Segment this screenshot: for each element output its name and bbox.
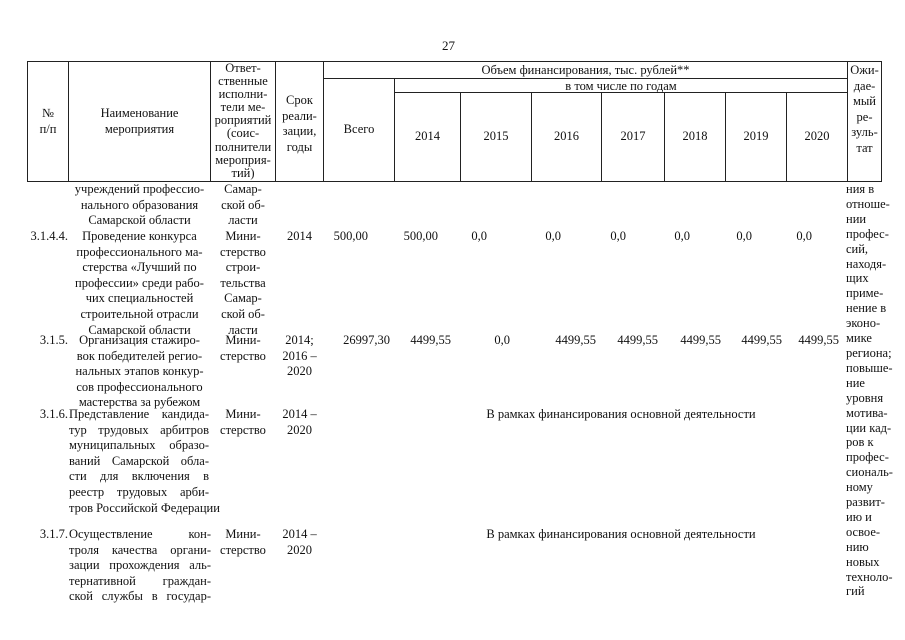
row-number: 3.1.7. — [39, 527, 68, 541]
expected-result-text: ния в отноше- нии профес- сий, находя- щих приме- нение в эконо- мике региона; повыше- ние уровня мотива- ции кад- ров к профес- сиональ- ному развит- ию и освое- нию новых техноло- гий — [846, 182, 893, 599]
header-year: 2018 — [682, 129, 708, 143]
row-name: Осуществление кон- троля качества органи- зации прохождения аль- тернативной граждан- ской службы в государ- — [69, 527, 211, 604]
cont-name: учреждений профессио- нального образования Самарской области — [74, 182, 205, 228]
row-year-value: 4499,55 — [741, 333, 782, 347]
header-year: 2015 — [483, 129, 509, 143]
header-total: Всего — [343, 122, 375, 136]
row-term: 2014 – 2020 — [282, 407, 317, 437]
row-total: 26997,30 — [343, 333, 390, 347]
header-year: 2016 — [554, 129, 579, 143]
row-year-value: 0,0 — [736, 229, 752, 243]
row-responsible: Мини- стерство — [220, 407, 266, 437]
row-number: 3.1.6. — [39, 407, 68, 421]
row-year-value: 4499,55 — [617, 333, 658, 347]
row-number: 3.1.4.4. — [30, 229, 68, 243]
row-name: Представление кандида- тур трудовых арбитров муниципальных образо- ваний Самарской обла- сти для включения в реестр трудовых арби- тров Российской Федерации — [69, 407, 220, 515]
header-term: Срок реали- зации, годы — [282, 93, 317, 154]
row-year-value: 0,0 — [545, 229, 561, 243]
page-number: 27 — [442, 38, 455, 53]
row-responsible: Мини- стерство строи- тельства Самар- ской об- ласти — [220, 229, 266, 337]
row-year-value: 0,0 — [674, 229, 690, 243]
header-result: Ожи- дае- мый ре- зуль- тат — [850, 63, 879, 155]
header-year: 2020 — [804, 129, 830, 143]
row-name: Проведение конкурса профессионального ма- стерства «Лучший по профессии» среди рабо- чих специальностей строительной отрасли Самарской области — [75, 229, 204, 337]
row-term: 2014; 2016 – 2020 — [282, 333, 317, 379]
header-year: 2019 — [743, 129, 769, 143]
header-financing: Объем финансирования, тыс. рублей** — [481, 63, 690, 77]
row-number: 3.1.5. — [39, 333, 68, 347]
row-year-value: 0,0 — [471, 229, 487, 243]
row-total: 500,00 — [333, 229, 368, 243]
row-year-value: 4499,55 — [555, 333, 596, 347]
row-name: Организация стажиро- вок победителей регио- нальных этапов конкур- сов профессионального мастерства за рубежом — [75, 333, 204, 410]
row-financing-note: В рамках финансирования основной деятельности — [486, 407, 756, 421]
cont-responsible: Самар- ской об- ласти — [221, 182, 265, 228]
header-num: № п/п — [39, 106, 57, 136]
header-year: 2014 — [415, 129, 440, 143]
row-year-value: 0,0 — [494, 333, 510, 347]
header-name: Наименование мероприятия — [100, 106, 179, 136]
header-by-years: в том числе по годам — [565, 79, 677, 93]
row-term: 2014 – 2020 — [282, 527, 317, 557]
row-responsible: Мини- стерство — [220, 527, 266, 557]
row-year-value: 4499,55 — [680, 333, 721, 347]
header-responsible: Ответ- ственные исполни- тели ме- роприятий (соис- полнители мероприя- тий) — [214, 61, 272, 180]
row-year-value: 0,0 — [796, 229, 812, 243]
row-year-value: 0,0 — [610, 229, 626, 243]
header-year: 2017 — [620, 129, 646, 143]
row-responsible: Мини- стерство — [220, 333, 266, 363]
row-financing-note: В рамках финансирования основной деятельности — [486, 527, 756, 541]
row-year-value: 4499,55 — [798, 333, 839, 347]
row-year-value: 500,00 — [403, 229, 438, 243]
row-term: 2014 — [287, 229, 312, 243]
row-year-value: 4499,55 — [410, 333, 451, 347]
